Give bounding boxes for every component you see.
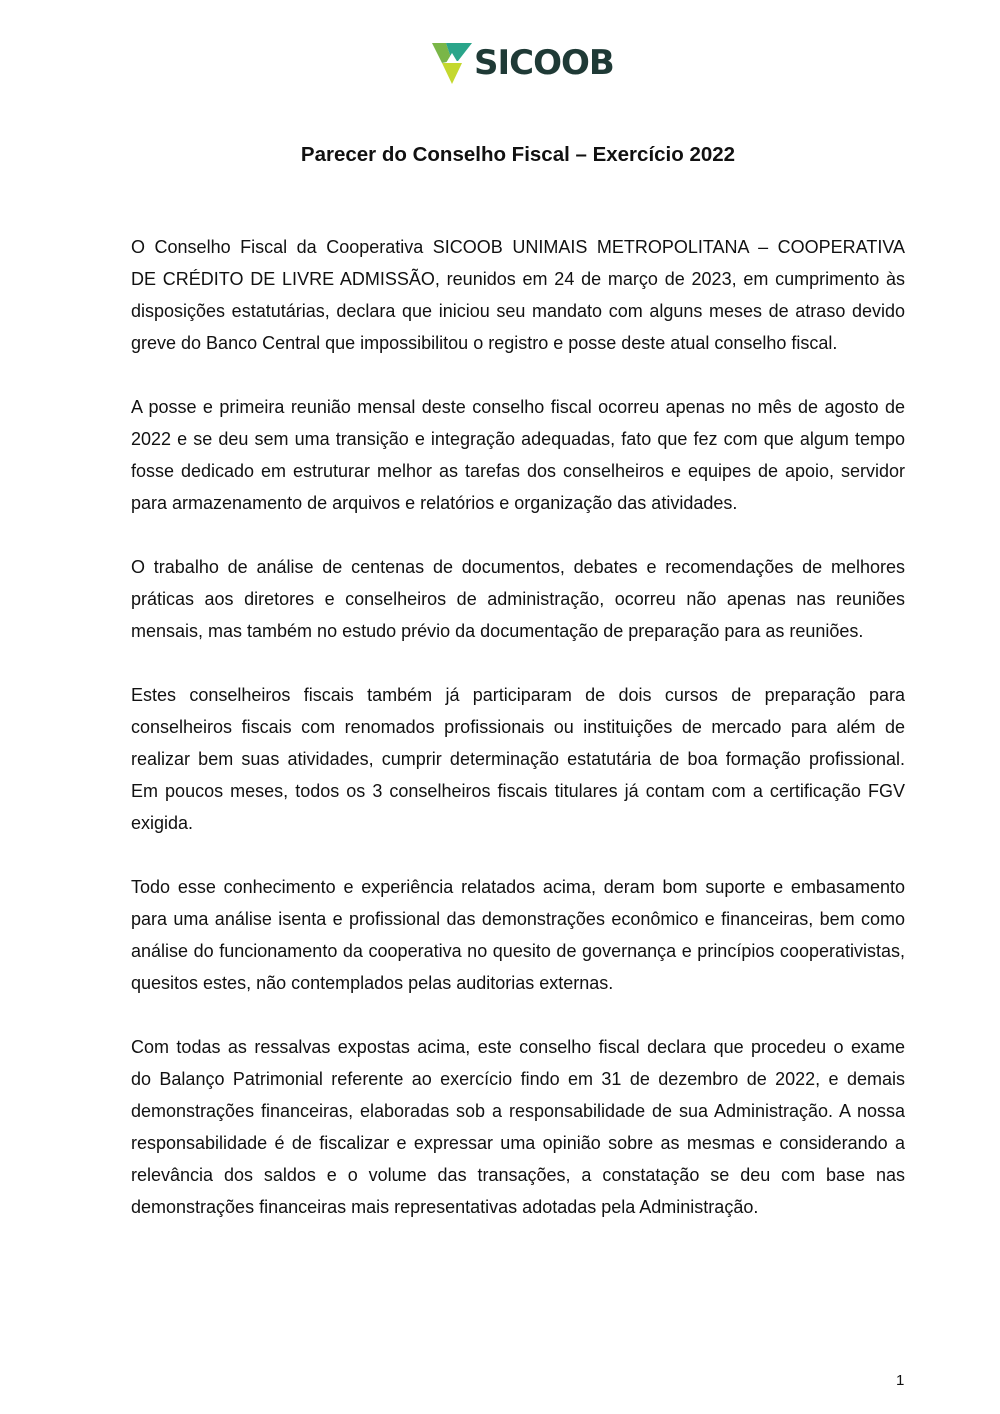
paragraph-line: para armazenamento de arquivos e relatórios e organização das atividades. [131, 493, 738, 513]
page-number: 1 [896, 1372, 905, 1389]
paragraph [131, 1032, 905, 1224]
sicoob-logo [432, 40, 614, 86]
sicoob-logo-icon [432, 41, 472, 85]
paragraph-line: O Conselho Fiscal da Cooperativa SICOOB UNIMAIS METROPOLITANA – COOPERATIVA [131, 237, 905, 257]
paragraph-line: Em poucos meses, todos os 3 conselheiros fiscais titulares já contam com a certificação FGV [131, 781, 905, 801]
paragraph [131, 872, 905, 1000]
paragraph-line: práticas aos diretores e conselheiros de administração, ocorreu não apenas nas reuniões [131, 589, 905, 609]
logo-text: SICOOB [474, 43, 614, 83]
paragraph-line: 2022 e se deu sem uma transição e integração adequadas, fato que fez com que algum tempo [131, 429, 905, 449]
paragraph-line: demonstrações financeiras mais representativas adotadas pela Administração. [131, 1197, 759, 1217]
paragraph-line: demonstrações financeiras, elaboradas sob a responsabilidade de sua Administração. A nossa [131, 1101, 905, 1121]
paragraph-line: Todo esse conhecimento e experiência relatados acima, deram bom suporte e embasamento [131, 877, 905, 897]
paragraph-line: DE CRÉDITO DE LIVRE ADMISSÃO, reunidos em 24 de março de 2023, em cumprimento às [131, 269, 905, 289]
document-title: Parecer do Conselho Fiscal – Exercício 2022 [300, 143, 736, 166]
paragraph-line: exigida. [131, 813, 194, 833]
paragraph-line: realizar bem suas atividades, cumprir determinação estatutária de boa formação profissional. [131, 749, 905, 769]
paragraph-line: disposições estatutárias, declara que iniciou seu mandato com alguns meses de atraso devido [131, 301, 905, 321]
paragraph [131, 680, 905, 840]
paragraph [131, 232, 905, 360]
paragraph [131, 392, 905, 520]
document-body [131, 232, 905, 1256]
paragraph-line: mensais, mas também no estudo prévio da documentação de preparação para as reuniões. [131, 621, 864, 641]
paragraph-line: quesitos estes, não contemplados pelas auditorias externas. [131, 973, 614, 993]
paragraph-line: A posse e primeira reunião mensal deste conselho fiscal ocorreu apenas no mês de agosto de [131, 397, 905, 417]
paragraph-line: O trabalho de análise de centenas de documentos, debates e recomendações de melhores [131, 557, 905, 577]
paragraph-line: para uma análise isenta e profissional das demonstrações econômico e financeiras, bem como [131, 909, 905, 929]
paragraph [131, 552, 905, 648]
paragraph-line: responsabilidade é de fiscalizar e expressar uma opinião sobre as mesmas e considerando a [131, 1133, 905, 1153]
paragraph-line: do Balanço Patrimonial referente ao exercício findo em 31 de dezembro de 2022, e demais [131, 1069, 905, 1089]
paragraph-line: relevância dos saldos e o volume das transações, a constatação se deu com base nas [131, 1165, 905, 1185]
paragraph-line: conselheiros fiscais com renomados profissionais ou instituições de mercado para além de [131, 717, 905, 737]
paragraph-line: Estes conselheiros fiscais também já participaram de dois cursos de preparação para [131, 685, 905, 705]
paragraph-line: análise do funcionamento da cooperativa no quesito de governança e princípios cooperativistas, [131, 941, 905, 961]
paragraph-line: Com todas as ressalvas expostas acima, este conselho fiscal declara que procedeu o exame [131, 1037, 905, 1057]
paragraph-line: greve do Banco Central que impossibilitou o registro e posse deste atual conselho fiscal. [131, 333, 838, 353]
paragraph-line: fosse dedicado em estruturar melhor as tarefas dos conselheiros e equipes de apoio, servidor [131, 461, 905, 481]
